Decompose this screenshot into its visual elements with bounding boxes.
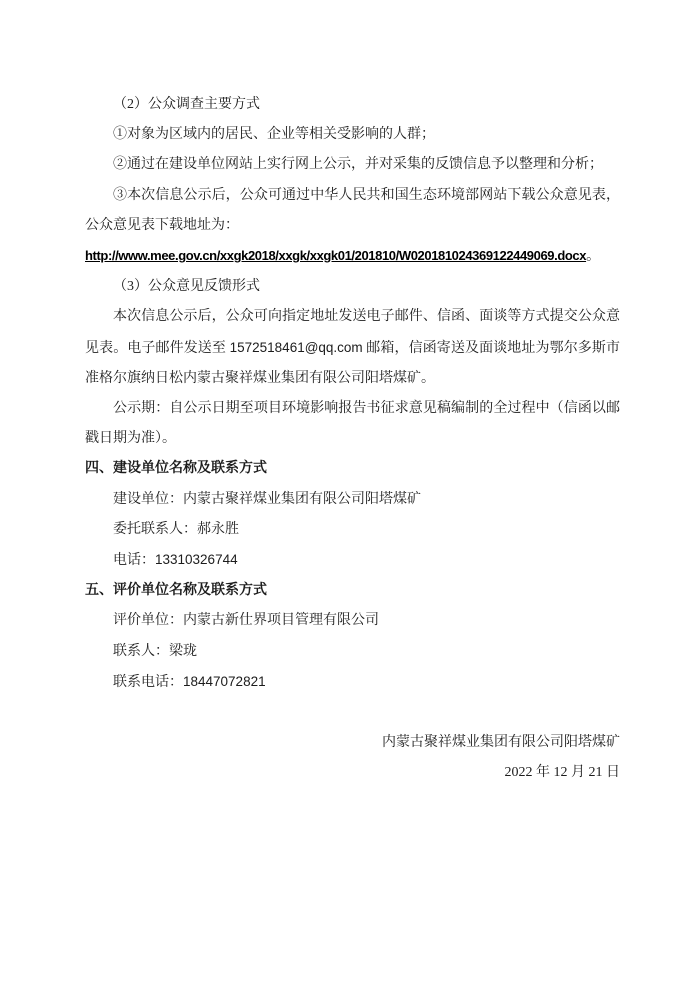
download-url-suffix: 。 bbox=[586, 249, 601, 265]
feedback-para-line-1: 本次信息公示后，公众可向指定地址发送电子邮件、信函、面谈等方式提交公众意 bbox=[113, 309, 620, 325]
builder-section-heading: 四、建设单位名称及联系方式 bbox=[85, 461, 267, 477]
evaluator-phone-number: 18447072821 bbox=[183, 673, 266, 689]
evaluator-phone-label: 联系电话： bbox=[113, 674, 183, 690]
evaluator-unit: 评价单位：内蒙古新仕界项目管理有限公司 bbox=[113, 613, 379, 629]
survey-item-3-line-1: ③本次信息公示后，公众可通过中华人民共和国生态环境部网站下载公众意见表， bbox=[113, 187, 620, 203]
signature-date: 2022 年 12 月 21 日 bbox=[504, 765, 620, 781]
notice-period-line-1: 公示期：自公示日期至项目环境影响报告书征求意见稿编制的全过程中（信函以邮 bbox=[113, 401, 620, 417]
download-intro: 公众意见表下载地址为： bbox=[85, 217, 239, 233]
builder-contact: 委托联系人：郝永胜 bbox=[113, 521, 239, 537]
evaluator-phone-line bbox=[85, 667, 620, 698]
survey-item-2: ②通过在建设单位网站上实行网上公示，并对采集的反馈信息予以整理和分析； bbox=[113, 157, 603, 173]
evaluator-section-heading: 五、评价单位名称及联系方式 bbox=[85, 583, 267, 599]
feedback-line2-suffix: 邮箱，信函寄送及面谈地址为鄂尔多斯市 bbox=[362, 340, 621, 356]
signature-company: 内蒙古聚祥煤业集团有限公司阳塔煤矿 bbox=[382, 735, 620, 751]
download-url-link[interactable]: http://www.mee.gov.cn/xxgk2018/xxgk/xxgk01/201810/W020181024369122449069.docx bbox=[85, 248, 587, 264]
feedback-para-line-2 bbox=[85, 333, 620, 364]
evaluator-contact: 联系人：梁珑 bbox=[113, 643, 197, 659]
notice-period-line-2: 戳日期为准）。 bbox=[85, 431, 176, 447]
feedback-heading: （3）公众意见反馈形式 bbox=[113, 279, 260, 295]
builder-unit: 建设单位：内蒙古聚祥煤业集团有限公司阳塔煤矿 bbox=[113, 491, 421, 507]
survey-method-heading: （2）公众调查主要方式 bbox=[113, 97, 260, 112]
contact-email: 1572518461@qq.com bbox=[229, 339, 363, 355]
download-url-line bbox=[85, 241, 620, 272]
survey-item-1: ①对象为区域内的居民、企业等相关受影响的人群； bbox=[113, 127, 435, 143]
builder-phone-label: 电话： bbox=[113, 553, 155, 569]
feedback-line2-prefix: 见表。电子邮件发送至 bbox=[85, 340, 230, 356]
builder-phone-line bbox=[85, 545, 620, 576]
feedback-para-line-3: 准格尔旗纳日松内蒙古聚祥煤业集团有限公司阳塔煤矿。 bbox=[85, 370, 435, 386]
builder-phone-number: 13310326744 bbox=[155, 552, 238, 568]
blank-line bbox=[85, 698, 620, 728]
